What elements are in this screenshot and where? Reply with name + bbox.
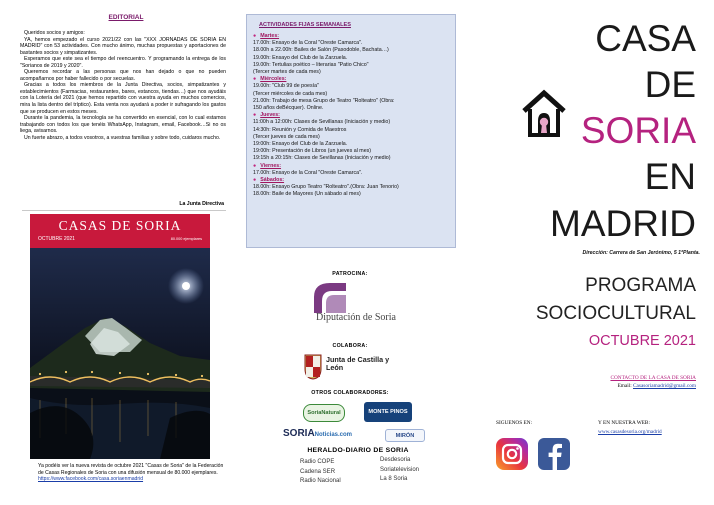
editorial-paragraph: Un fuerte abrazo, a todos vosotros, a vuestras familias y sobre todo, cuidaros mucho. bbox=[24, 134, 221, 141]
web-heading: Y EN NUESTRA WEB: bbox=[598, 420, 650, 426]
activity-item: 150 años deBécquer). Online. bbox=[253, 105, 324, 112]
day-heading: ● Martes: bbox=[253, 33, 280, 39]
month-heading: OCTUBRE 2021 bbox=[588, 333, 696, 349]
activity-item: 19:15h a 20:15h: Clases de Sevillanas (Iniciación y medio) bbox=[253, 155, 391, 162]
soria-natural-logo: SoriaNatural bbox=[303, 404, 345, 422]
activity-item: 19.00h: "Club 99 de poesía" bbox=[253, 83, 319, 90]
website-link[interactable]: www.casasdesoria.org/madrid bbox=[598, 429, 662, 435]
address: Dirección: Carrera de San Jerónimo, 5 1ªPlanta. bbox=[582, 250, 700, 256]
bullet-icon: ● bbox=[253, 76, 257, 83]
facebook-page-link[interactable]: https://www.facebook.com/casa.soriaenmadrid bbox=[38, 476, 144, 483]
cover-copies: 80.000 ejemplares bbox=[170, 237, 202, 241]
colabora-heading: COLABORA: bbox=[332, 343, 368, 349]
sociocultural-heading: SOCIOCULTURAL bbox=[535, 303, 696, 324]
diputacion-text: Diputación de Soria bbox=[316, 312, 396, 323]
cover-night-photo bbox=[30, 248, 210, 459]
activities-box bbox=[246, 14, 456, 248]
editorial-paragraph: Esperamos que este sea el tiempo del reencuentro. Y programando la entrega de los "Sorianos de 2019 y 2020". bbox=[20, 56, 226, 69]
editorial-paragraph: Gracias a todos los miembros de la Junta Directiva, socios, simpatizantes y establecimientos (Farmacias, restaurantes, bares, estancos, tiendas…) que nos ayudáis con la Lotería del 2021 (que hemos repartido con vuestra ayuda en muchos comercios, mira la lista dentro del tríptico). Esta venta nos ayudará a poder ir sufragando los gastos que se producen en estos meses. bbox=[20, 82, 226, 115]
editorial-paragraph: Durante la pandemia, la tecnología se ha convertido en esencial, con lo cual estamos trabajando con todos los que tenéis WhatsApp, Instagram, email, Facebook…Si no os liega, avisarnos. bbox=[20, 115, 226, 135]
monte-pinos-logo: MONTE PINOS bbox=[364, 402, 412, 422]
activities-title: ACTIVIDADES FIJAS SEMANALES bbox=[259, 22, 351, 28]
day-heading: ● Jueves: bbox=[253, 112, 280, 119]
bullet-icon: ● bbox=[253, 177, 257, 184]
media-item: Soriatelevision bbox=[380, 466, 420, 473]
patrocina-heading: PATROCINA: bbox=[332, 271, 368, 277]
activities-list bbox=[253, 33, 451, 199]
title-casa: CASA bbox=[595, 18, 696, 59]
activity-item: (Tercer martes de cada mes) bbox=[253, 69, 321, 76]
day-heading: ● Miércoles: bbox=[253, 76, 287, 83]
activity-item: (Tercer miércoles de cada mes) bbox=[253, 90, 328, 97]
programa-heading: PROGRAMA bbox=[585, 275, 696, 296]
media-list-left bbox=[300, 458, 341, 487]
activity-item: 18.00h: Baile de Mayores (Un sábado al mes) bbox=[253, 191, 361, 198]
media-item: Radio Nacional bbox=[300, 478, 341, 485]
activity-item: 19.00h: Ensayo del Club de la Zarzuela. bbox=[253, 54, 348, 61]
media-item: Radio COPE bbox=[300, 459, 335, 465]
editorial-paragraph: Queridos socios y amigos: bbox=[24, 30, 85, 36]
house-icon bbox=[520, 89, 568, 139]
coat-of-arms-icon bbox=[304, 354, 322, 380]
activity-item: (Tercer jueves de cada mes) bbox=[253, 133, 320, 140]
cover-caption bbox=[38, 463, 228, 483]
title-en: EN bbox=[644, 156, 696, 197]
title-madrid: MADRID bbox=[550, 203, 696, 244]
otros-colaboradores-heading: OTROS COLABORADORES: bbox=[311, 390, 389, 396]
follow-heading: SIGUENOS EN: bbox=[496, 420, 533, 426]
activity-item: 17.00h: Ensayo de la Coral "Oreste Camarca". bbox=[253, 40, 363, 47]
contact-heading: CONTACTO DE LA CASA DE SORIA bbox=[610, 375, 696, 381]
media-item: La 8 Soria bbox=[380, 476, 408, 483]
media-list-right bbox=[380, 456, 419, 485]
title-soria: SORIA bbox=[580, 110, 696, 151]
activity-item: 14:30h: Reunión y Comida de Maestros bbox=[253, 126, 347, 133]
instagram-icon[interactable] bbox=[496, 438, 528, 470]
bullet-icon: ● bbox=[253, 162, 257, 169]
media-item: Desdesoria bbox=[380, 457, 411, 463]
cover-title: CASAS DE SORIA bbox=[58, 218, 182, 233]
contact-email bbox=[618, 383, 696, 389]
bullet-icon: ● bbox=[253, 33, 257, 39]
day-heading: ● Sábados: bbox=[253, 177, 285, 184]
title-de: DE bbox=[644, 64, 696, 105]
house-logo bbox=[520, 89, 568, 144]
cover-caption-text: Ya podéis ver la nueva revista de octubre 2021 "Casas de Soria" de la Federación de Casas Regionales de Soria con una difusión mensual de 80.000 ejemplares. bbox=[38, 463, 224, 476]
activity-item: 19:00h: Ensayo del Club de la Zarzuela. bbox=[253, 141, 348, 148]
editorial-signature: La Junta Directiva bbox=[179, 201, 224, 207]
diputacion-icon bbox=[310, 281, 350, 315]
media-item: Cadena SER bbox=[300, 468, 336, 475]
activity-item: 18.00h: Ensayo Grupo Teatro "Rolteatro".(Obra: Juan Tenorio) bbox=[253, 184, 399, 191]
miron-logo: MIRÓN bbox=[385, 429, 425, 442]
editorial-body bbox=[20, 30, 226, 141]
day-heading: ● Viernes: bbox=[253, 162, 282, 169]
editorial-title: EDITORIAL bbox=[108, 14, 144, 21]
email-link[interactable]: Casasoriamadrid@gmail.com bbox=[633, 383, 696, 389]
facebook-icon[interactable] bbox=[538, 438, 570, 470]
divider bbox=[22, 210, 226, 211]
editorial-paragraph: YA, hemos empezado el curso 2021/22 con las "XXX JORNADAS DE SORIA EN MADRID" con 53 actividades. Con mucho ánimo, muchas propuestas y aportaciones de bastantes socios y simpatizantes. bbox=[20, 36, 226, 56]
heraldo-heading: HERALDO-DIARIO DE SORIA bbox=[307, 447, 409, 454]
magazine-cover bbox=[30, 214, 210, 459]
activity-item: 18.00h a 22.00h: Bailes de Salón (Pasodoble, Bachata…) bbox=[253, 47, 389, 54]
activity-item: 21.00h: Trabajo de mesa Grupo de Teatro "Rolteatro" (Obra: bbox=[253, 97, 395, 104]
bullet-icon: ● bbox=[253, 112, 257, 119]
soria-noticias-logo: SORIANoticias.com bbox=[283, 428, 353, 439]
diputacion-logo bbox=[306, 281, 396, 339]
email-label: Email: bbox=[617, 383, 632, 389]
activity-item: 11:00h a 12:00h: Clases de Sevillanas (Iniciación y medio) bbox=[253, 119, 391, 126]
activity-item: 19.00h: Tertulias poético – literarias "Patio Chico" bbox=[253, 61, 369, 68]
editorial-paragraph: Queremos recordar a las personas que nos han dejado o que no pueden acompañarnos por haber fallecido o por secuelas. bbox=[20, 69, 226, 82]
activity-item: 19:00h: Presentación de Libros (un jueves al mes) bbox=[253, 148, 372, 155]
junta-text: Junta de Castilla y León bbox=[326, 355, 390, 372]
cover-date: OCTUBRE 2021 bbox=[38, 236, 75, 242]
junta-logo bbox=[304, 352, 404, 382]
activity-item: 17.00h: Ensayo de la Coral "Oreste Camarca". bbox=[253, 169, 363, 176]
